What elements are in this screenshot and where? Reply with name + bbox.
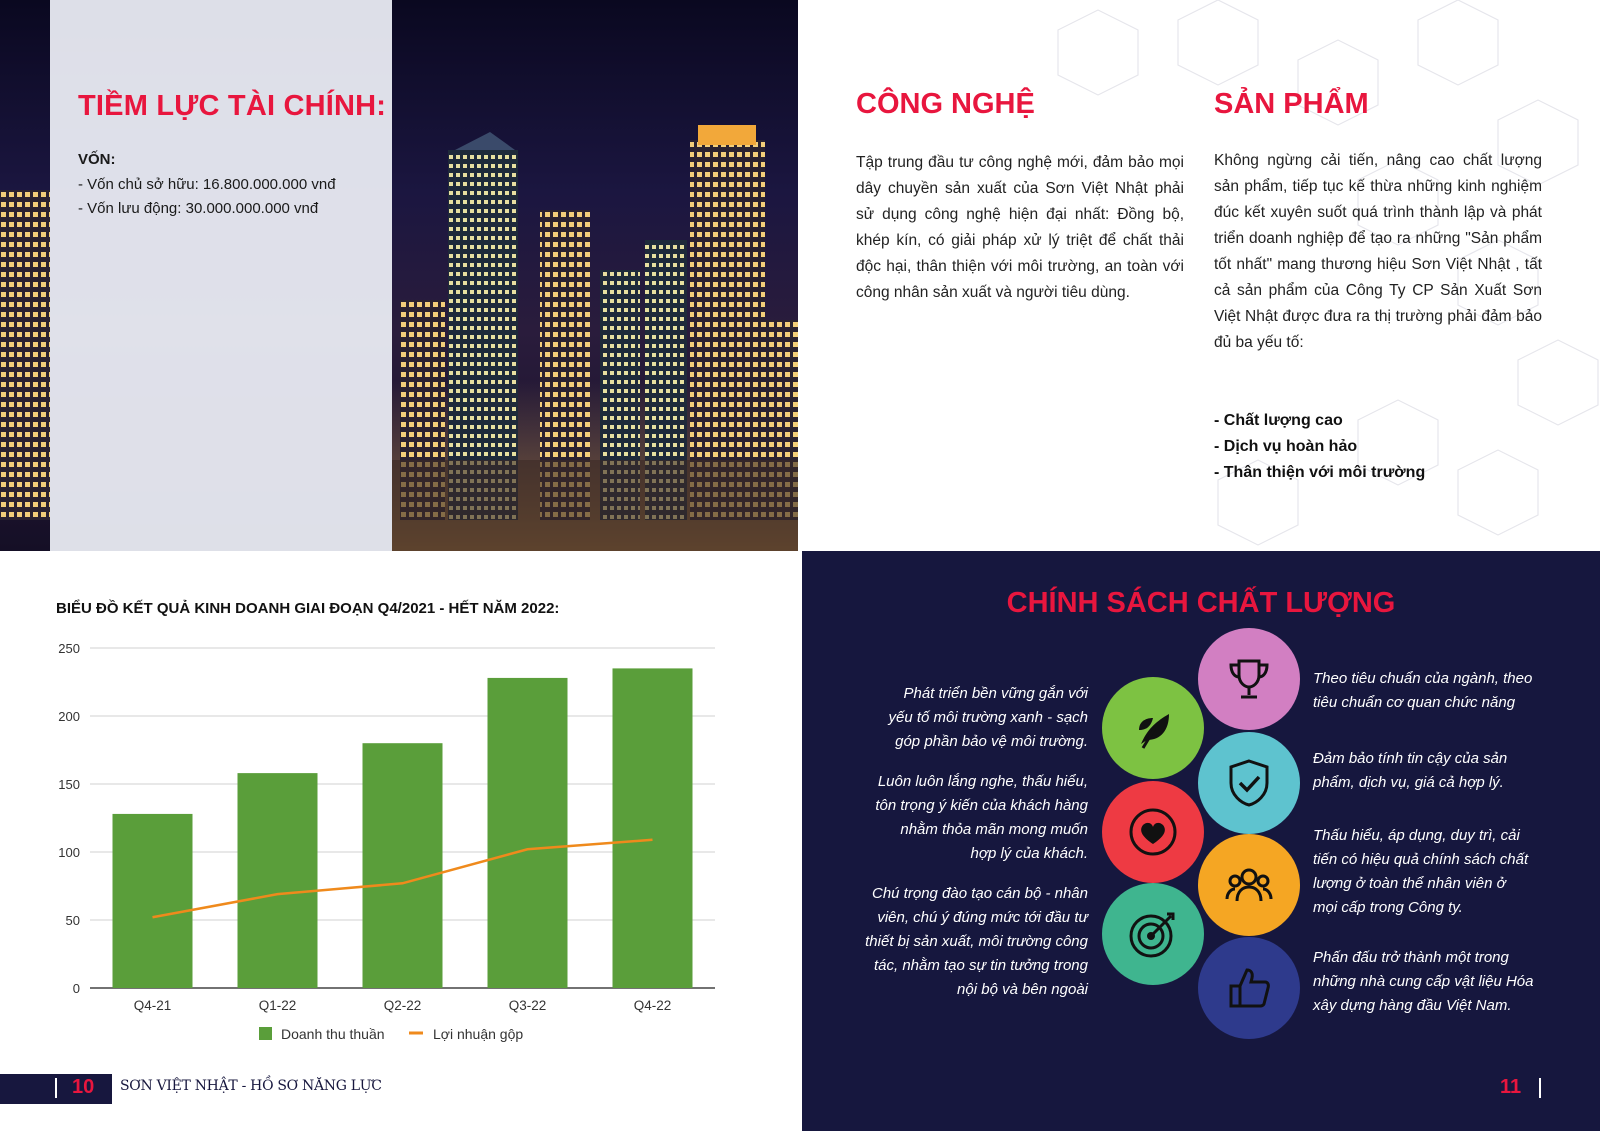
policy-right-2-line: Đảm bảo tính tin cậy của sản	[1313, 750, 1508, 767]
policy-right-2-line: phẩm, dịch vụ, giá cả hợp lý.	[1313, 774, 1504, 791]
finance-panel	[50, 0, 392, 551]
y-tick-label: 150	[58, 777, 80, 792]
policy-left-1-line: góp phần bảo vệ môi trường.	[895, 733, 1088, 750]
policy-right-3-line: mọi cấp trong Công ty.	[1313, 899, 1463, 916]
legend-swatch-revenue	[259, 1027, 272, 1040]
policy-left-1	[820, 682, 1088, 754]
policy-right-3-line: tiến có hiệu quả chính sách chất	[1313, 851, 1529, 868]
business-results-chart	[0, 630, 798, 1060]
policy-right-3	[1313, 824, 1583, 920]
bar-Q1-22	[238, 773, 318, 988]
x-tick-label: Q1-22	[258, 998, 297, 1013]
page-number-right: 11	[1500, 1076, 1522, 1098]
shield-check-icon	[1198, 732, 1300, 834]
trophy-icon	[1198, 628, 1300, 730]
chart-title: BIỂU ĐỒ KẾT QUẢ KINH DOANH GIAI ĐOẠN Q4/2021 - HẾT NĂM 2022:	[56, 600, 560, 617]
target-icon	[1102, 883, 1204, 985]
y-tick-label: 250	[58, 641, 80, 656]
policy-left-2-line: Luôn luôn lắng nghe, thấu hiểu,	[877, 773, 1088, 790]
policy-right-4-line: những nhà cung cấp vật liệu Hóa	[1313, 973, 1534, 990]
policy-right-4-line: xây dựng hàng đầu Việt Nam.	[1313, 997, 1512, 1014]
footer-divider-left	[55, 1078, 57, 1098]
policy-left-3-line: viên, chú ý đúng mức tới đầu tư	[877, 909, 1088, 926]
x-tick-label: Q4-21	[133, 998, 172, 1013]
page-number-left: 10	[72, 1076, 95, 1098]
product-item-service: - Dịch vụ hoàn hảo	[1214, 438, 1358, 455]
bar-Q4-22	[613, 668, 693, 988]
y-tick-label: 50	[65, 913, 80, 928]
working-capital-line: - Vốn lưu động: 30.000.000.000 vnđ	[78, 200, 319, 217]
finance-title: TIỀM LỰC TÀI CHÍNH:	[78, 90, 387, 122]
policy-left-2-line: tôn trọng ý kiến của khách hàng	[875, 797, 1088, 814]
footer-divider-right	[1539, 1078, 1541, 1098]
x-tick-label: Q4-22	[633, 998, 672, 1013]
leaf-icon	[1102, 677, 1204, 779]
y-tick-label: 200	[58, 709, 80, 724]
policy-right-1-line: tiêu chuẩn cơ quan chức năng	[1313, 694, 1516, 711]
bar-Q4-21	[113, 814, 193, 988]
policy-left-3	[820, 882, 1088, 1002]
owner-equity-line: - Vốn chủ sở hữu: 16.800.000.000 vnđ	[78, 176, 336, 193]
product-text: Không ngừng cải tiến, nâng cao chất lượng sản phẩm, tiếp tục kế thừa những kinh nghiệm đúc kết xuyên suốt quá trình thành lập và phát triển doanh nghiệp để tạo ra những "Sản phẩm tốt nhất" mang thương hiệu Sơn Việt Nhật , tất cả sản phẩm của Công Ty CP Sản Xuất Sơn Việt Nhật được đưa ra thị trường phải đảm bảo đủ ba yếu tố:	[1214, 152, 1542, 351]
technology-text: Tập trung đầu tư công nghệ mới, đảm bảo mọi dây chuyền sản xuất của Sơn Việt Nhật phải sử dụng công nghệ hiện đại nhất: Đồng bộ, khép kín, có giải pháp xử lý triệt để chất thải độc hại, thân thiện với môi trường, an toàn với công nhân sản xuất và người tiêu dùng.	[856, 154, 1184, 301]
policy-right-2	[1313, 747, 1583, 795]
policy-left-1-line: yếu tố môi trường xanh - sạch	[888, 709, 1088, 726]
people-icon	[1198, 834, 1300, 936]
policy-left-1-line: Phát triển bền vững gắn với	[903, 685, 1088, 702]
y-tick-label: 100	[58, 845, 80, 860]
policy-right-1-line: Theo tiêu chuẩn của ngành, theo	[1313, 670, 1533, 687]
policy-right-3-line: Thấu hiểu, áp dụng, duy trì, cải	[1313, 827, 1520, 844]
x-tick-label: Q3-22	[508, 998, 547, 1013]
capital-label: VỐN:	[78, 151, 116, 168]
policy-left-2	[820, 770, 1088, 866]
quality-policy-title: CHÍNH SÁCH CHẤT LƯỢNG	[1006, 587, 1396, 619]
product-item-eco: - Thân thiện với môi trường	[1214, 464, 1426, 481]
legend-label-revenue: Doanh thu thuần	[281, 1026, 385, 1042]
x-tick-label: Q2-22	[383, 998, 422, 1013]
product-item-quality: - Chất lượng cao	[1214, 412, 1343, 429]
policy-left-2-line: nhằm thỏa mãn mong muốn	[900, 821, 1088, 838]
technology-title: CÔNG NGHỆ	[856, 88, 1035, 120]
policy-right-4	[1313, 946, 1583, 1018]
product-title: SẢN PHẨM	[1214, 88, 1369, 120]
policy-left-2-line: hợp lý của khách.	[970, 845, 1088, 862]
policy-left-3-line: Chú trọng đào tạo cán bộ - nhân	[872, 885, 1088, 902]
policy-right-1	[1313, 667, 1583, 715]
heart-icon	[1102, 781, 1204, 883]
legend-label-profit: Lợi nhuận gộp	[433, 1026, 524, 1042]
policy-left-3-line: thiết bị sản xuất, môi trường công	[865, 933, 1088, 950]
y-tick-label: 0	[72, 981, 80, 996]
bar-Q3-22	[488, 678, 568, 988]
policy-left-3-line: nội bộ và bên ngoài	[957, 981, 1088, 998]
bar-Q2-22	[363, 743, 443, 988]
policy-right-4-line: Phấn đấu trở thành một trong	[1313, 949, 1509, 966]
thumbs-up-icon	[1198, 937, 1300, 1039]
policy-right-3-line: lượng ở toàn thể nhân viên ở	[1313, 875, 1506, 892]
footer-brand: SƠN VIỆT NHẬT - HỒ SƠ NĂNG LỰC	[120, 1078, 382, 1094]
policy-left-3-line: tác, nhằm tạo sự tin tưởng trong	[873, 957, 1088, 974]
